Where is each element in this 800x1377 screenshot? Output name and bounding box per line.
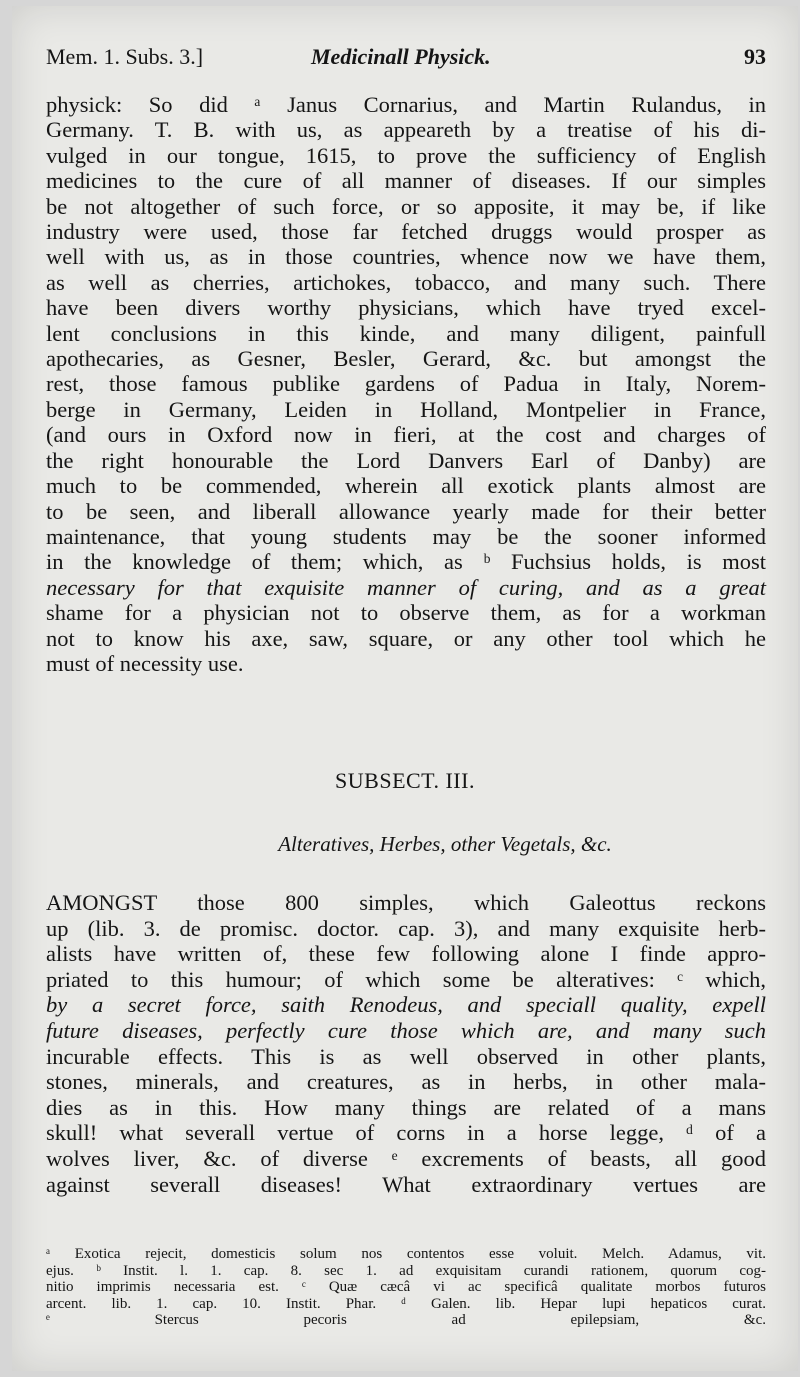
text-line: be not altogether of such force, or so apposite, it may be, if like — [46, 193, 766, 219]
text-line: medicines to the cure of all manner of diseases. If our simples — [46, 168, 766, 194]
text-line: alists have written of, these few following alone I finde appro- — [46, 941, 766, 967]
text-line: much to be commended, wherein all exotick plants almost are — [46, 473, 766, 499]
text-line: dies as in this. How many things are related of a mans — [46, 1094, 766, 1120]
text-line: (and ours in Oxford now in fieri, at the cost and charges of — [46, 422, 766, 448]
text-line: vulged in our tongue, 1615, to prove the sufficiency of English — [46, 142, 766, 168]
text-line: skull! what severall vertue of corns in a horse legge, ᵈ of a — [46, 1120, 766, 1146]
text-line: stones, minerals, and creatures, as in herbs, in other mala- — [46, 1069, 766, 1095]
text-line: as well as cherries, artichokes, tobacco, and many such. There — [46, 269, 766, 295]
text-line: in the knowledge of them; which, as ᵇ Fuchsius holds, is most — [46, 549, 766, 575]
text-line: up (lib. 3. de promisc. doctor. cap. 3), and many exquisite herb- — [46, 915, 766, 941]
running-title: Medicinall Physick. — [311, 44, 491, 69]
text-line: AMONGST those 800 simples, which Galeottus reckons — [46, 890, 766, 915]
text-line: must of necessity use. — [46, 650, 244, 676]
text-line: lent conclusions in this kinde, and many diligent, painfull — [46, 320, 766, 346]
text-line: incurable effects. This is as well observed in other plants, — [46, 1043, 766, 1069]
footnote-line: ᵃ Exotica rejecit, domesticis solum nos contentos esse voluit. Melch. Adamus, vit. — [46, 1246, 766, 1262]
text-line: wolves liver, &c. of diverse ᵉ excrements of beasts, all good — [46, 1145, 766, 1171]
text-line: physick: So did ᵃ Janus Cornarius, and Martin Rulandus, in — [46, 92, 766, 117]
text-line: maintenance, that young students may be the sooner informed — [46, 523, 766, 549]
text-line: berge in Germany, Leiden in Holland, Montpelier in France, — [46, 396, 766, 422]
text-line: have been divers worthy physicians, which have tryed excel- — [46, 295, 766, 321]
footnote-line: arcent. lib. 1. cap. 10. Instit. Phar. ᵈ Galen. lib. Hepar lupi hepaticos curat. — [46, 1295, 766, 1312]
section-reference: Mem. 1. Subs. 3.] — [46, 44, 204, 69]
text-line: shame for a physician not to observe them, as for a workman — [46, 600, 766, 626]
main-text — [46, 92, 766, 676]
text-line: by a secret force, saith Renodeus, and speciall quality, expell — [46, 992, 766, 1018]
text-line: to be seen, and liberall allowance yearly made for their better — [46, 498, 766, 524]
text-line: industry were used, those far fetched druggs would prosper as — [46, 219, 766, 245]
section-text — [46, 890, 766, 1197]
page-number: 93 — [744, 44, 766, 69]
footnote-line: nitio imprimis necessaria est. ᶜ Quæ cæcâ vi ac specificâ qualitate morbos futuros — [46, 1279, 766, 1295]
text-line: priated to this humour; of which some be alteratives: ᶜ which, — [46, 966, 766, 992]
text-line: necessary for that exquisite manner of curing, and as a great — [46, 574, 766, 600]
footnote-line: ejus. ᵇ Instit. l. 1. cap. 8. sec 1. ad exquisitam curandi rationem, quorum cog- — [46, 1262, 766, 1279]
subsection-heading: SUBSECT. III. — [335, 768, 475, 793]
text-line: against severall diseases! What extraordinary vertues are — [46, 1171, 766, 1197]
text-line: rest, those famous publike gardens of Padua in Italy, Norem- — [46, 371, 766, 397]
text-line: the right honourable the Lord Danvers Earl of Danby) are — [46, 447, 766, 473]
text-line: well with us, as in those countries, whence now we have them, — [46, 244, 766, 270]
footnotes — [46, 1246, 766, 1329]
footnote-line: ᵉ Stercus pecoris ad epilepsiam, &c. — [46, 1312, 766, 1328]
text-line: Germany. T. B. with us, as appeareth by a treatise of his di- — [46, 117, 766, 143]
book-page — [12, 6, 798, 1371]
text-line: apothecaries, as Gesner, Besler, Gerard, &c. but amongst the — [46, 346, 766, 372]
subsection-title: Alteratives, Herbes, other Vegetals, &c. — [278, 832, 612, 856]
text-line: future diseases, perfectly cure those which are, and many such — [46, 1017, 766, 1043]
text-line: not to know his axe, saw, square, or any other tool which he — [46, 625, 766, 651]
running-header — [46, 44, 766, 74]
